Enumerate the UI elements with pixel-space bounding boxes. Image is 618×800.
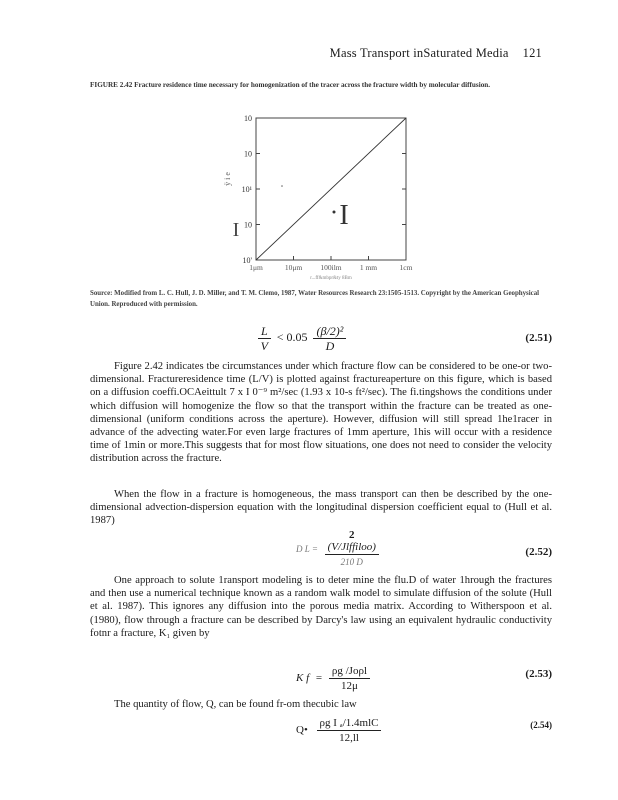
eq-2-54-body bbox=[296, 716, 381, 745]
y-axis-glyph: I bbox=[232, 219, 240, 241]
figure-chart bbox=[210, 110, 430, 285]
eq-2-54-num: ρg I ₐ/1.4mlC bbox=[317, 716, 382, 731]
eq-2-54-frac bbox=[317, 716, 382, 745]
paragraph-1-text: Figure 2.42 indicates tbe circumstances under which fracture flow can be considered to be one-or two-dimensional. Fractureresidence time (L/V) is plotted against fractureaperture on this figure, which is based on a diffusion coeffi.OCAeittult 7 x I 0⁻⁹ m²/sec (1.93 x 10-s ft²/sec). The fi.tingshows the conditions under which diffusion will homogenize the flow so that the transport within the fracture can be treated as one-dimensional (uniform conditions across the aperture). However, diffusion will still spread 1he1racer in advance of the advecting water.For even large fractures of 1mm aperture, 1his will occur with a residence time of 1min or more.This suggests that for most flow situations, one does not need to consider the velocity distribution across the fracture. bbox=[90, 361, 552, 465]
paragraph-3 bbox=[90, 574, 552, 640]
x-tick-label: 100ilm bbox=[320, 263, 342, 272]
eq-2-51-lhs-den: V bbox=[260, 339, 269, 353]
annotation-dot bbox=[333, 211, 336, 214]
eq-2-53-den: 12μ bbox=[340, 680, 358, 692]
running-header bbox=[330, 46, 542, 61]
eq-2-53-lhs: K f bbox=[296, 672, 310, 685]
equation-2-54 bbox=[90, 716, 552, 750]
equation-2-53 bbox=[90, 664, 552, 694]
paragraph-2 bbox=[90, 488, 552, 528]
eq-2-51-rel: < 0.05 bbox=[276, 330, 308, 345]
eq-2-54-lhs: Q• bbox=[296, 724, 308, 737]
paragraph-1 bbox=[90, 360, 552, 466]
eq-2-52-body bbox=[296, 530, 379, 569]
paragraph-2-text: When the flow in a fracture is homogeneous, the mass transport can then be described by the one-dimensional advection-dispersion equation with the longitudinal dispersion coefficient equal to (Hull et al. 1987) bbox=[90, 489, 552, 527]
chart-svg bbox=[210, 110, 430, 280]
figure-source: Source: Modified from L. C. Hull, J. D. Miller, and T. M. Clemo, 1987, Water Resources Research 23:1505-1513. Copyright by the American Geophysical Union. Reproduced with permission. bbox=[90, 290, 540, 308]
eq-2-52-frac bbox=[325, 530, 379, 569]
eq-2-54-number: (2.54) bbox=[530, 720, 552, 730]
eq-2-54-den: 12,ll bbox=[339, 732, 359, 744]
eq-2-53-num: ρg /Joρl bbox=[329, 664, 370, 679]
y-tick-label: 10 bbox=[244, 114, 252, 123]
eq-2-51-number: (2.51) bbox=[525, 332, 552, 344]
paragraph-3-text: One approach to solute 1ransport modeling is to deter mine the flu.D of water 1hrough the fractures and then use a numerical technique known as a random walk model to simulate diffusion of the solute (Hull et al. 1987). This ignores any diffusion into the porous media matrix. According to Witherspoon et al. (1980), flow through a fracture can be described by Darcy's law using an equivalent hydraulic conductivity fotnr a fracture, K₁ given by bbox=[90, 575, 552, 639]
page-number: 121 bbox=[522, 46, 542, 60]
annotation-label: I bbox=[339, 200, 349, 231]
equation-2-52 bbox=[90, 530, 552, 574]
eq-2-53-number: (2.53) bbox=[525, 668, 552, 680]
y-tick-label: 10' bbox=[242, 256, 252, 265]
eq-2-52-lhs: D L = bbox=[296, 544, 318, 555]
eq-2-51-rhs-den: D bbox=[325, 339, 335, 353]
header-title: Mass Transport inSaturated Media bbox=[329, 46, 509, 60]
stray-mark bbox=[281, 185, 283, 187]
x-axis-label: r...ff&mbpr&ty 8Bm bbox=[310, 276, 352, 280]
eq-2-53-frac bbox=[329, 664, 370, 693]
series-line bbox=[256, 118, 406, 260]
eq-2-51-rhs-num: (β/2)² bbox=[313, 324, 346, 339]
eq-2-51-lhs-num: L bbox=[258, 324, 271, 339]
eq-2-51-rhs bbox=[313, 324, 346, 353]
x-tick-label: 10μm bbox=[284, 263, 303, 272]
y-tick-label: 10 bbox=[244, 149, 252, 159]
x-tick-label: 1μm bbox=[249, 263, 263, 272]
eq-2-51-body bbox=[258, 324, 346, 353]
eq-2-52-sup: 2 bbox=[349, 529, 355, 541]
eq-2-53-rel: = bbox=[315, 672, 323, 685]
paragraph-4 bbox=[90, 698, 552, 711]
x-tick-label: 1cm bbox=[399, 263, 413, 272]
eq-2-53-body bbox=[296, 664, 370, 693]
equation-2-51 bbox=[90, 324, 552, 356]
eq-2-52-number: (2.52) bbox=[525, 546, 552, 558]
figure-caption: FIGURE 2.42 Fracture residence time necessary for homogenization of the tracer across the fracture width by molecular diffusion. bbox=[90, 81, 491, 89]
eq-2-52-num: (V/Jlffiloo) bbox=[325, 540, 379, 555]
y-axis-label: ÿ i e bbox=[223, 172, 232, 186]
eq-2-52-den: 210 D bbox=[340, 557, 363, 567]
paragraph-4-text: The quantity of flow, Q, can be found fr-om thecubic law bbox=[114, 699, 357, 710]
eq-2-51-lhs bbox=[258, 324, 271, 353]
x-tick-label: 1 mm bbox=[359, 263, 378, 272]
y-tick-label: 10 bbox=[244, 220, 252, 230]
y-tick-label: 10¹ bbox=[241, 185, 252, 194]
